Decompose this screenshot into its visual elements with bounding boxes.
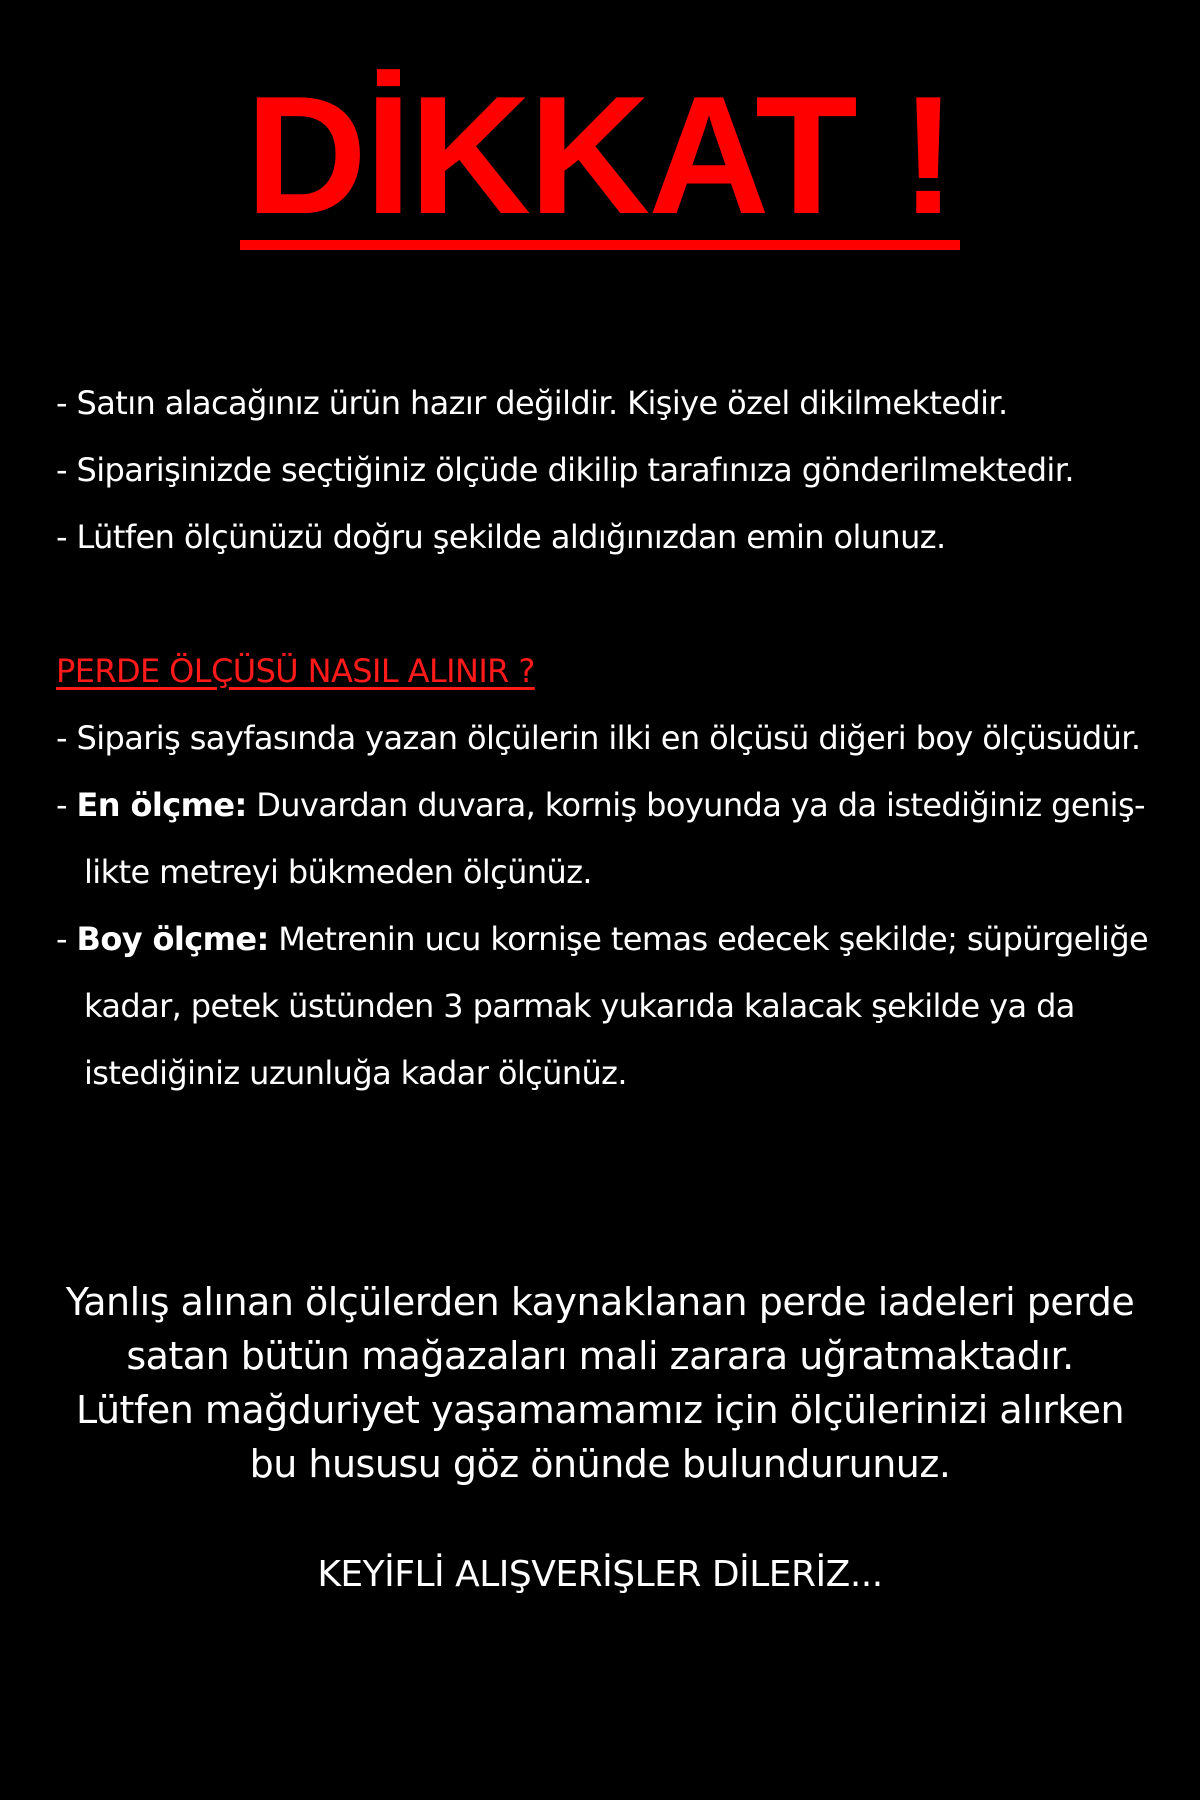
width-text: Duvardan duvara, korniş boyunda ya da istediğiniz geniş- <box>246 786 1145 824</box>
measure-guide <box>56 705 1186 1107</box>
guide-line-height-cont: istediğiniz uzunluğa kadar ölçünüz. <box>84 1054 627 1092</box>
guide-line-width-cont: likte metreyi bükmeden ölçünüz. <box>84 853 592 891</box>
closing-line: bu hususu göz önünde bulundurunuz. <box>249 1442 951 1486</box>
guide-line-height <box>56 906 1186 973</box>
closing-paragraph <box>0 1275 1200 1491</box>
farewell-text: KEYİFLİ ALIŞVERİŞLER DİLERİZ... <box>317 1554 883 1595</box>
warning-title: DİKKAT ! <box>240 70 961 250</box>
measure-heading: PERDE ÖLÇÜSÜ NASIL ALINIR ? <box>56 652 535 690</box>
intro-line: - Siparişinizde seçtiğiniz ölçüde dikilip tarafınıza gönderilmektedir. <box>56 451 1074 489</box>
title-block <box>0 61 1200 250</box>
height-text: Metrenin ucu kornişe temas edecek şekilde; süpürgeliğe <box>268 920 1149 958</box>
width-label: En ölçme: <box>76 786 247 824</box>
intro-line: - Satın alacağınız ürün hazır değildir. Kişiye özel dikilmektedir. <box>56 384 1008 422</box>
guide-line-width <box>56 772 1186 839</box>
closing-line: satan bütün mağazaları mali zarara uğratmaktadır. <box>126 1334 1074 1378</box>
closing-line: Yanlış alınan ölçülerden kaynaklanan perde iadeleri perde <box>65 1280 1135 1324</box>
intro-line: - Lütfen ölçünüzü doğru şekilde aldığınızdan emin olunuz. <box>56 518 946 556</box>
closing-line: Lütfen mağduriyet yaşamamamız için ölçülerinizi alırken <box>75 1388 1125 1432</box>
intro-list <box>56 370 1186 571</box>
dash: - <box>56 920 77 958</box>
height-label: Boy ölçme: <box>76 920 269 958</box>
dash: - <box>56 786 77 824</box>
guide-line-height-cont: kadar, petek üstünden 3 parmak yukarıda kalacak şekilde ya da <box>84 987 1075 1025</box>
guide-line-intro: - Sipariş sayfasında yazan ölçülerin ilki en ölçüsü diğeri boy ölçüsüdür. <box>56 719 1141 757</box>
